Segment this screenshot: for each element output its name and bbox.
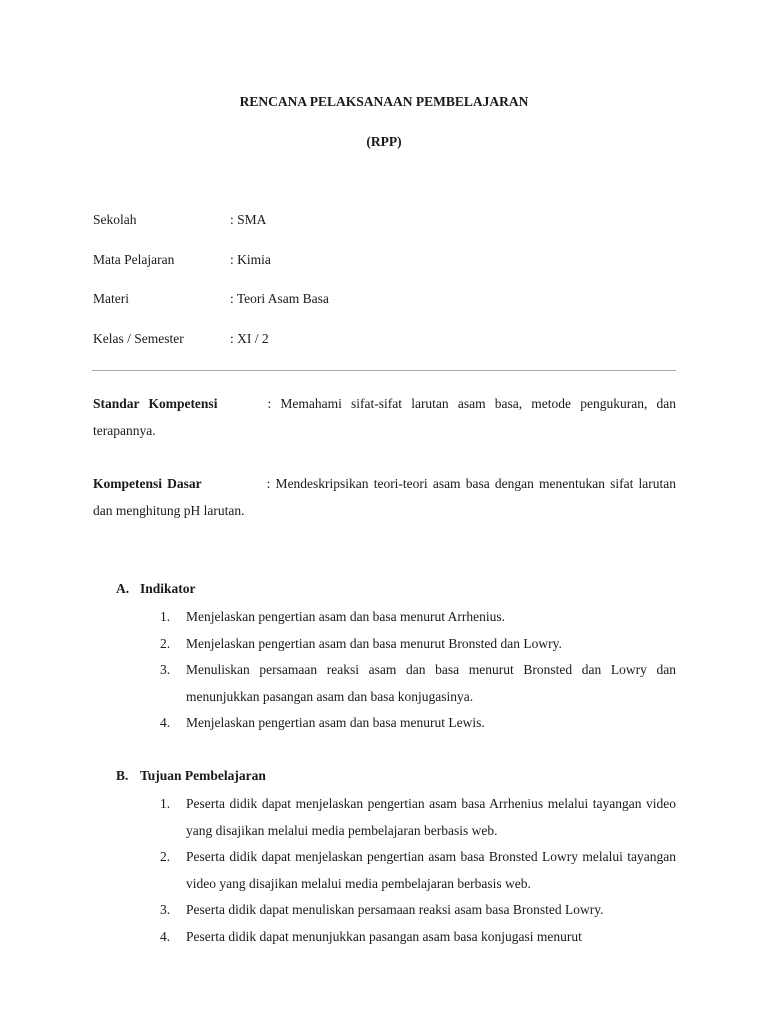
list-number: 1. [160,796,171,811]
kompetensi-dasar [93,470,676,524]
indikator-heading [116,581,196,597]
list-number: 1. [160,609,171,624]
section-divider [92,370,676,371]
list-text: Menuliskan persamaan reaksi asam dan basa menurut Bronsted dan Lowry dan menunjukkan pasangan asam dan basa konjugasinya. [186,662,676,704]
list-item [160,924,676,951]
info-value: : Teori Asam Basa [230,291,329,306]
section-letter: B. [116,768,129,783]
kompetensi-dasar-label: Kompetensi Dasar [93,476,202,491]
list-text: Peserta didik dapat menjelaskan pengertian asam basa Bronsted Lowry melalui tayangan video yang disajikan melalui media pembelajaran berbasis web. [186,849,676,891]
standar-kompetensi [93,390,676,444]
tujuan-heading [116,768,266,784]
info-row-materi [93,291,693,311]
info-row-kelas-semester [93,331,693,351]
info-value: : Kimia [230,252,271,267]
list-item [160,897,676,924]
list-item [160,844,676,897]
list-number: 3. [160,902,171,917]
list-item [160,604,676,631]
section-letter: A. [116,581,130,596]
list-number: 4. [160,928,171,944]
info-label: Kelas / Semester [93,331,184,346]
standar-kompetensi-text: : Memahami sifat-sifat larutan asam basa, metode pengukuran, dan terapannya. [93,396,676,438]
tujuan-list [160,791,676,950]
list-item [160,657,676,710]
info-label: Mata Pelajaran [93,252,175,267]
list-item [160,791,676,844]
section-title: Indikator [140,581,196,596]
kompetensi-dasar-text: : Mendeskripsikan teori-teori asam basa dengan menentukan sifat larutan dan menghitung pH larutan. [93,476,676,518]
list-item [160,631,676,658]
list-number: 4. [160,715,171,730]
info-row-sekolah [93,212,693,232]
list-text: Peserta didik dapat menjelaskan pengertian asam basa Arrhenius melalui tayangan video yang disajikan melalui media pembelajaran berbasis web. [186,796,676,838]
section-title: Tujuan Pembelajaran [140,768,266,783]
document-subtitle: (RPP) [366,134,402,149]
info-value: : XI / 2 [230,331,269,346]
list-number: 2. [160,635,171,651]
document-title: RENCANA PELAKSANAAN PEMBELAJARAN [239,94,529,109]
list-text: Menjelaskan pengertian asam dan basa menurut Bronsted dan Lowry. [186,635,562,651]
info-row-mata-pelajaran [93,252,693,272]
list-item [160,710,676,737]
standar-kompetensi-label: Standar Kompetensi [93,396,218,411]
info-value: : SMA [230,212,267,227]
list-number: 3. [160,662,171,677]
list-text: Menjelaskan pengertian asam dan basa menurut Arrhenius. [186,609,506,624]
list-text: Peserta didik dapat menuliskan persamaan reaksi asam basa Bronsted Lowry. [186,902,604,917]
info-label: Sekolah [93,212,137,227]
info-label: Materi [93,291,129,306]
list-text: Menjelaskan pengertian asam dan basa menurut Lewis. [186,715,485,730]
list-text: Peserta didik dapat menunjukkan pasangan asam basa konjugasi menurut [186,928,582,944]
indikator-list [160,604,676,737]
list-number: 2. [160,849,171,864]
